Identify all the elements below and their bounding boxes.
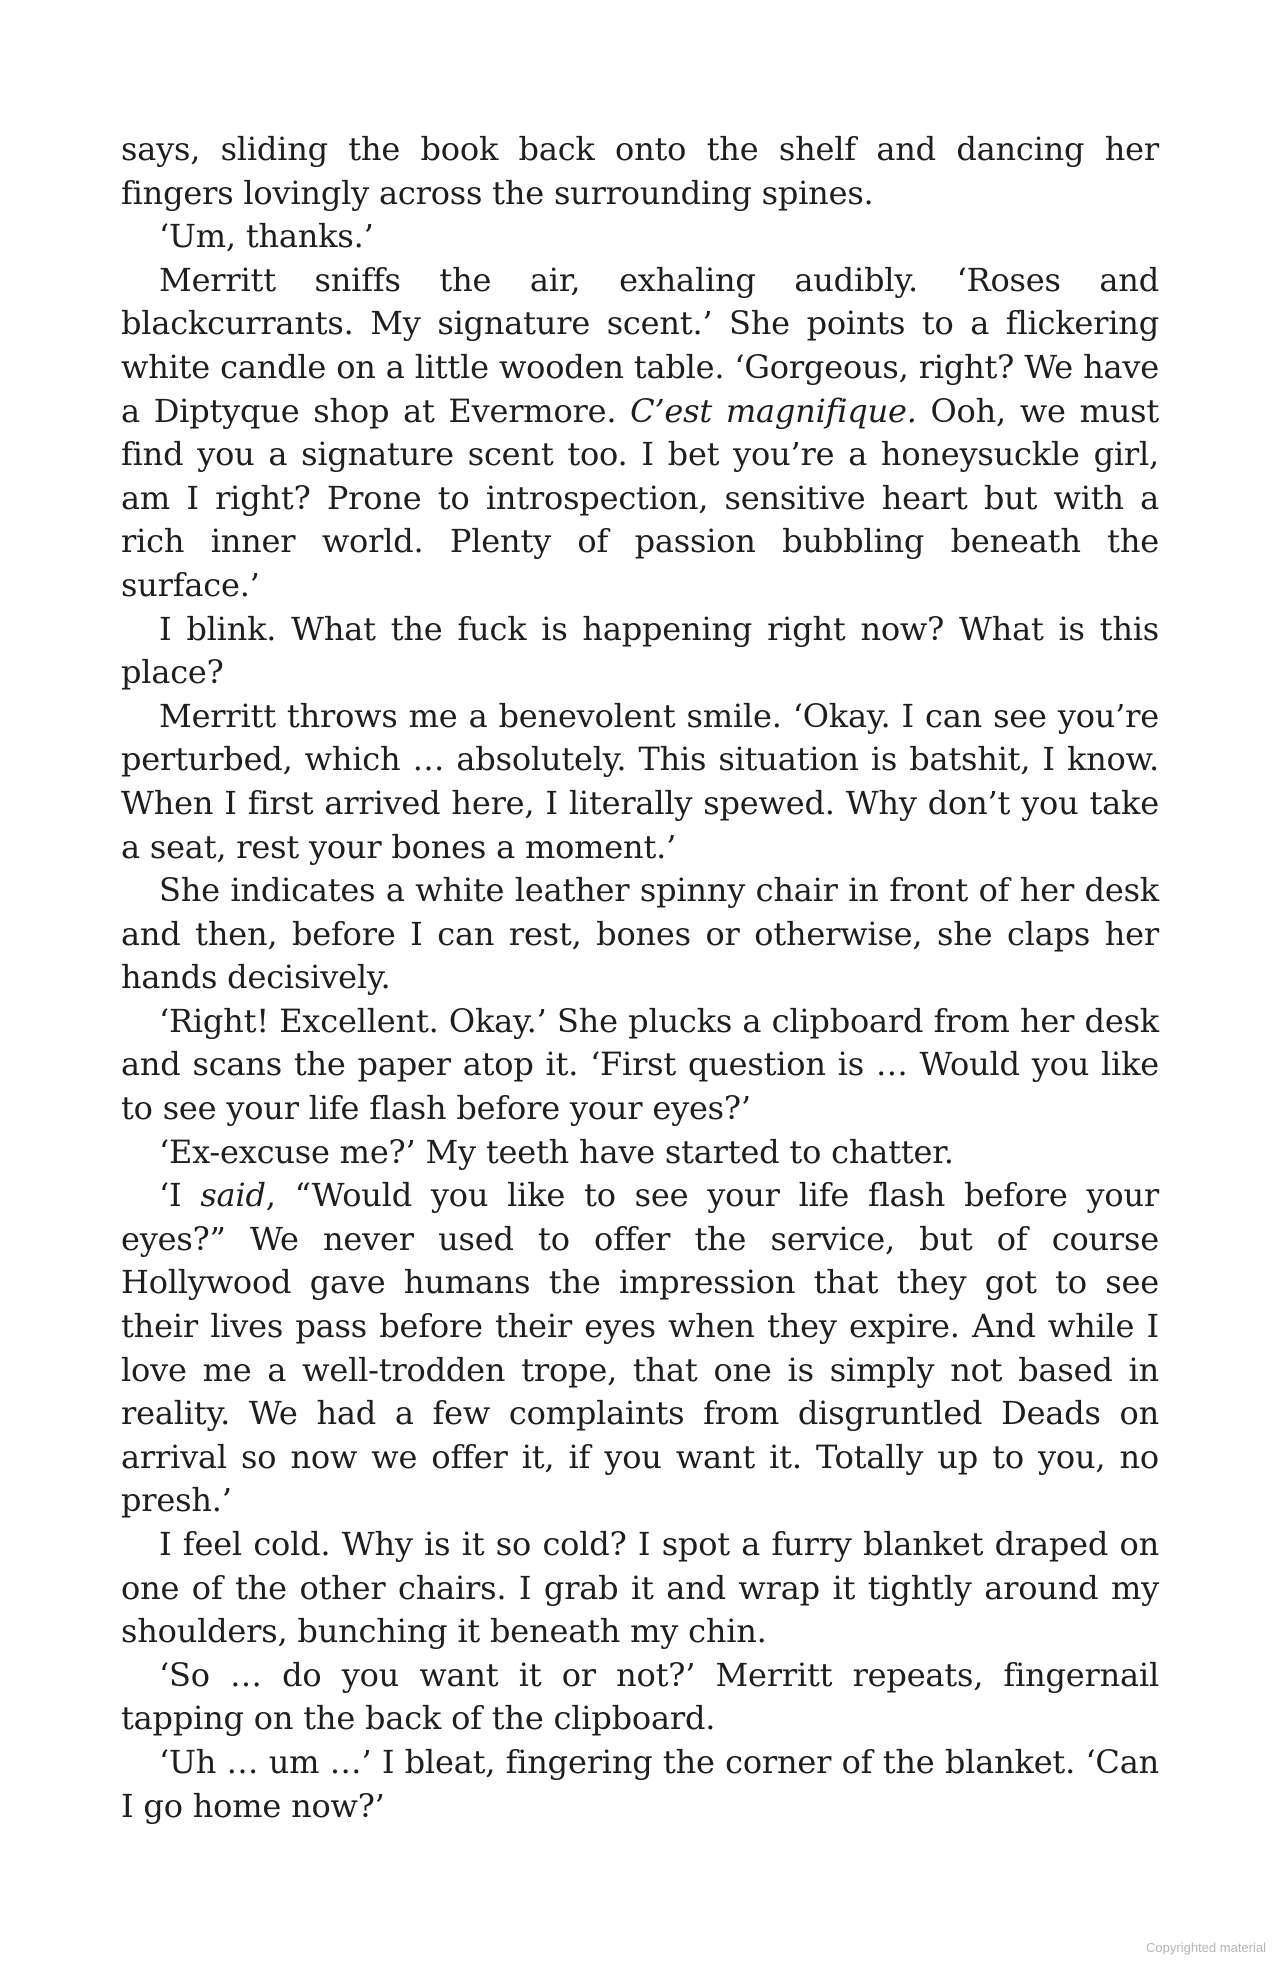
paragraph: She indicates a white leather spinny chair in front of her desk and then, before I can rest, bones or otherwise, she claps her hands decisively. xyxy=(121,871,1159,997)
paragraph: says, sliding the book back onto the shelf and dancing her fingers lovingly across the surrounding spines. xyxy=(121,130,1159,212)
paragraph: ‘Um, thanks.’ xyxy=(159,217,374,256)
page-body xyxy=(121,128,1159,1828)
paragraph: ‘Ex-excuse me?’ My teeth have started to chatter. xyxy=(159,1132,954,1171)
paragraph: I blink. What the fuck is happening right now? What is this place? xyxy=(121,609,1159,692)
paragraph: Merritt throws me a benevolent smile. ‘Okay. I can see you’re perturbed, which … absolutely. This situation is batshit, I know. When I first arrived here, I literally spewed. Why don’t you take a seat, rest your bones a moment.’ xyxy=(121,696,1159,866)
paragraph: I feel cold. Why is it so cold? I spot a furry blanket draped on one of the other chairs. I grab it and wrap it tightly around my shoulders, bunching it beneath my chin. xyxy=(121,1525,1159,1651)
paragraph: ‘Right! Excellent. Okay.’ She plucks a clipboard from her desk and scans the paper atop it. ‘First question is … Would you like to see your life flash before your eyes?’ xyxy=(121,1001,1159,1128)
copyright-watermark: Copyrighted material xyxy=(1146,1940,1266,1955)
paragraph: Merritt sniffs the air, exhaling audibly. ‘Roses and blackcurrants. My signature scent.’ She points to a flickering white candle on a little wooden table. ‘Gorgeous, right? We have a Diptyque shop at Evermore. C’est magnifique. Ooh, we must find you a signature scent too. I bet you’re a honeysuckle girl, am I right? Prone to introspection, sensitive heart but with a rich inner world. Plenty of passion bubbling beneath the surface.’ xyxy=(121,260,1159,604)
paragraph: ‘Uh … um …’ I bleat, fingering the corner of the blanket. ‘Can I go home now?’ xyxy=(121,1742,1159,1825)
italic-text: C’est magnifique. xyxy=(630,391,917,430)
paragraph: ‘I said, “Would you like to see your life flash before your eyes?” We never used to offer the service, but of course Hollywood gave humans the impression that they got to see their lives pass before their eyes when they expire. And while I love me a well-trodden trope, that one is simply not based in reality. We had a few complaints from disgruntled Deads on arrival so now we offer it, if you want it. Totally up to you, no presh.’ xyxy=(121,1176,1159,1520)
italic-text: said xyxy=(200,1176,266,1215)
paragraph: ‘So … do you want it or not?’ Merritt repeats, fingernail tapping on the back of the clipboard. xyxy=(121,1655,1159,1738)
